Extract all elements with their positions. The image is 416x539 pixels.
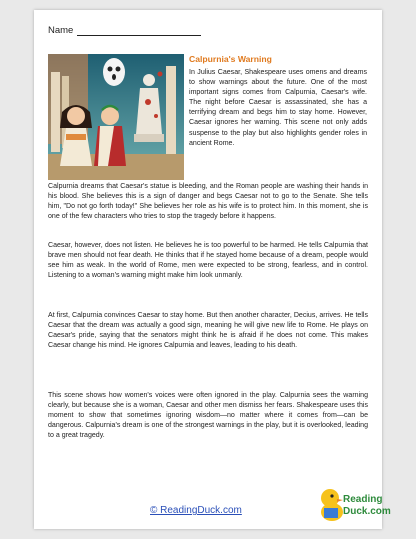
readingduck-link[interactable]: © ReadingDuck.com	[150, 505, 242, 516]
name-label: Name	[48, 25, 74, 36]
caesar-calpurnia-illustration	[48, 54, 184, 180]
name-write-line	[77, 26, 201, 36]
article-paragraph-4: At first, Calpurnia convinces Caesar to stay home. But then another character, Decius, arrives. He tells Caesar that the dream was actually a good sign, meaning he will give new life to Rome. He plays on Caesar's pride, saying that the senators might think he is afraid if he does not come. This makes Caesar change his mind. He ignores Calpurnia and leaves, leading to his death.	[48, 312, 368, 350]
logo-word-duck: Duck.com	[343, 506, 391, 517]
worksheet-page	[34, 10, 391, 529]
logo-word-reading: Reading	[343, 494, 383, 505]
name-field-row	[48, 25, 201, 36]
article-paragraph-3: Caesar, however, does not listen. He believes he is too powerful to be harmed. He tells Calpurnia that brave men should not fear death. He thinks that if he stayed home because of a dream, people would see him as weak. In the world of Rome, men were expected to be strong, fearless, and in control. Listening to a woman's warning might make him look unmanly.	[48, 242, 368, 280]
readingduck-logo	[318, 478, 391, 526]
article-paragraph-5: This scene shows how women's voices were often ignored in the play. Calpurnia sees the warning clearly, but because she is a woman, Caesar and other men dismiss her fears. Shakespeare uses this moment to show that sometimes ignoring wisdom—no matter where it comes from—can be dangerous. Calpurnia's dream is one of the strongest warnings in the play, but it is overlooked, leading to a great tragedy.	[48, 392, 368, 440]
article-paragraph-1: In Julius Caesar, Shakespeare uses omens and dreams to show warnings about the future. One of the most important signs comes from Calpurnia, Caesar's wife. The night before Caesar is assassinated, she has a terrifying dream and begs him to stay home. However, Caesar ignores her warning. This scene not only adds suspense to the play but also highlights gender roles in ancient Rome.	[189, 69, 367, 147]
article-paragraph-2: Calpurnia dreams that Caesar's statue is bleeding, and the Roman people are washing their hands in his blood. She believes this is a sign of danger and begs Caesar not to go to the Senate. She tells him, "Do not go forth today!" She believes her role as his wife is to protect him. In this moment, she is one of the few characters who tries to stop the tragedy before it happens.	[48, 183, 368, 221]
article-title: Calpurnia's Warning	[189, 54, 272, 64]
